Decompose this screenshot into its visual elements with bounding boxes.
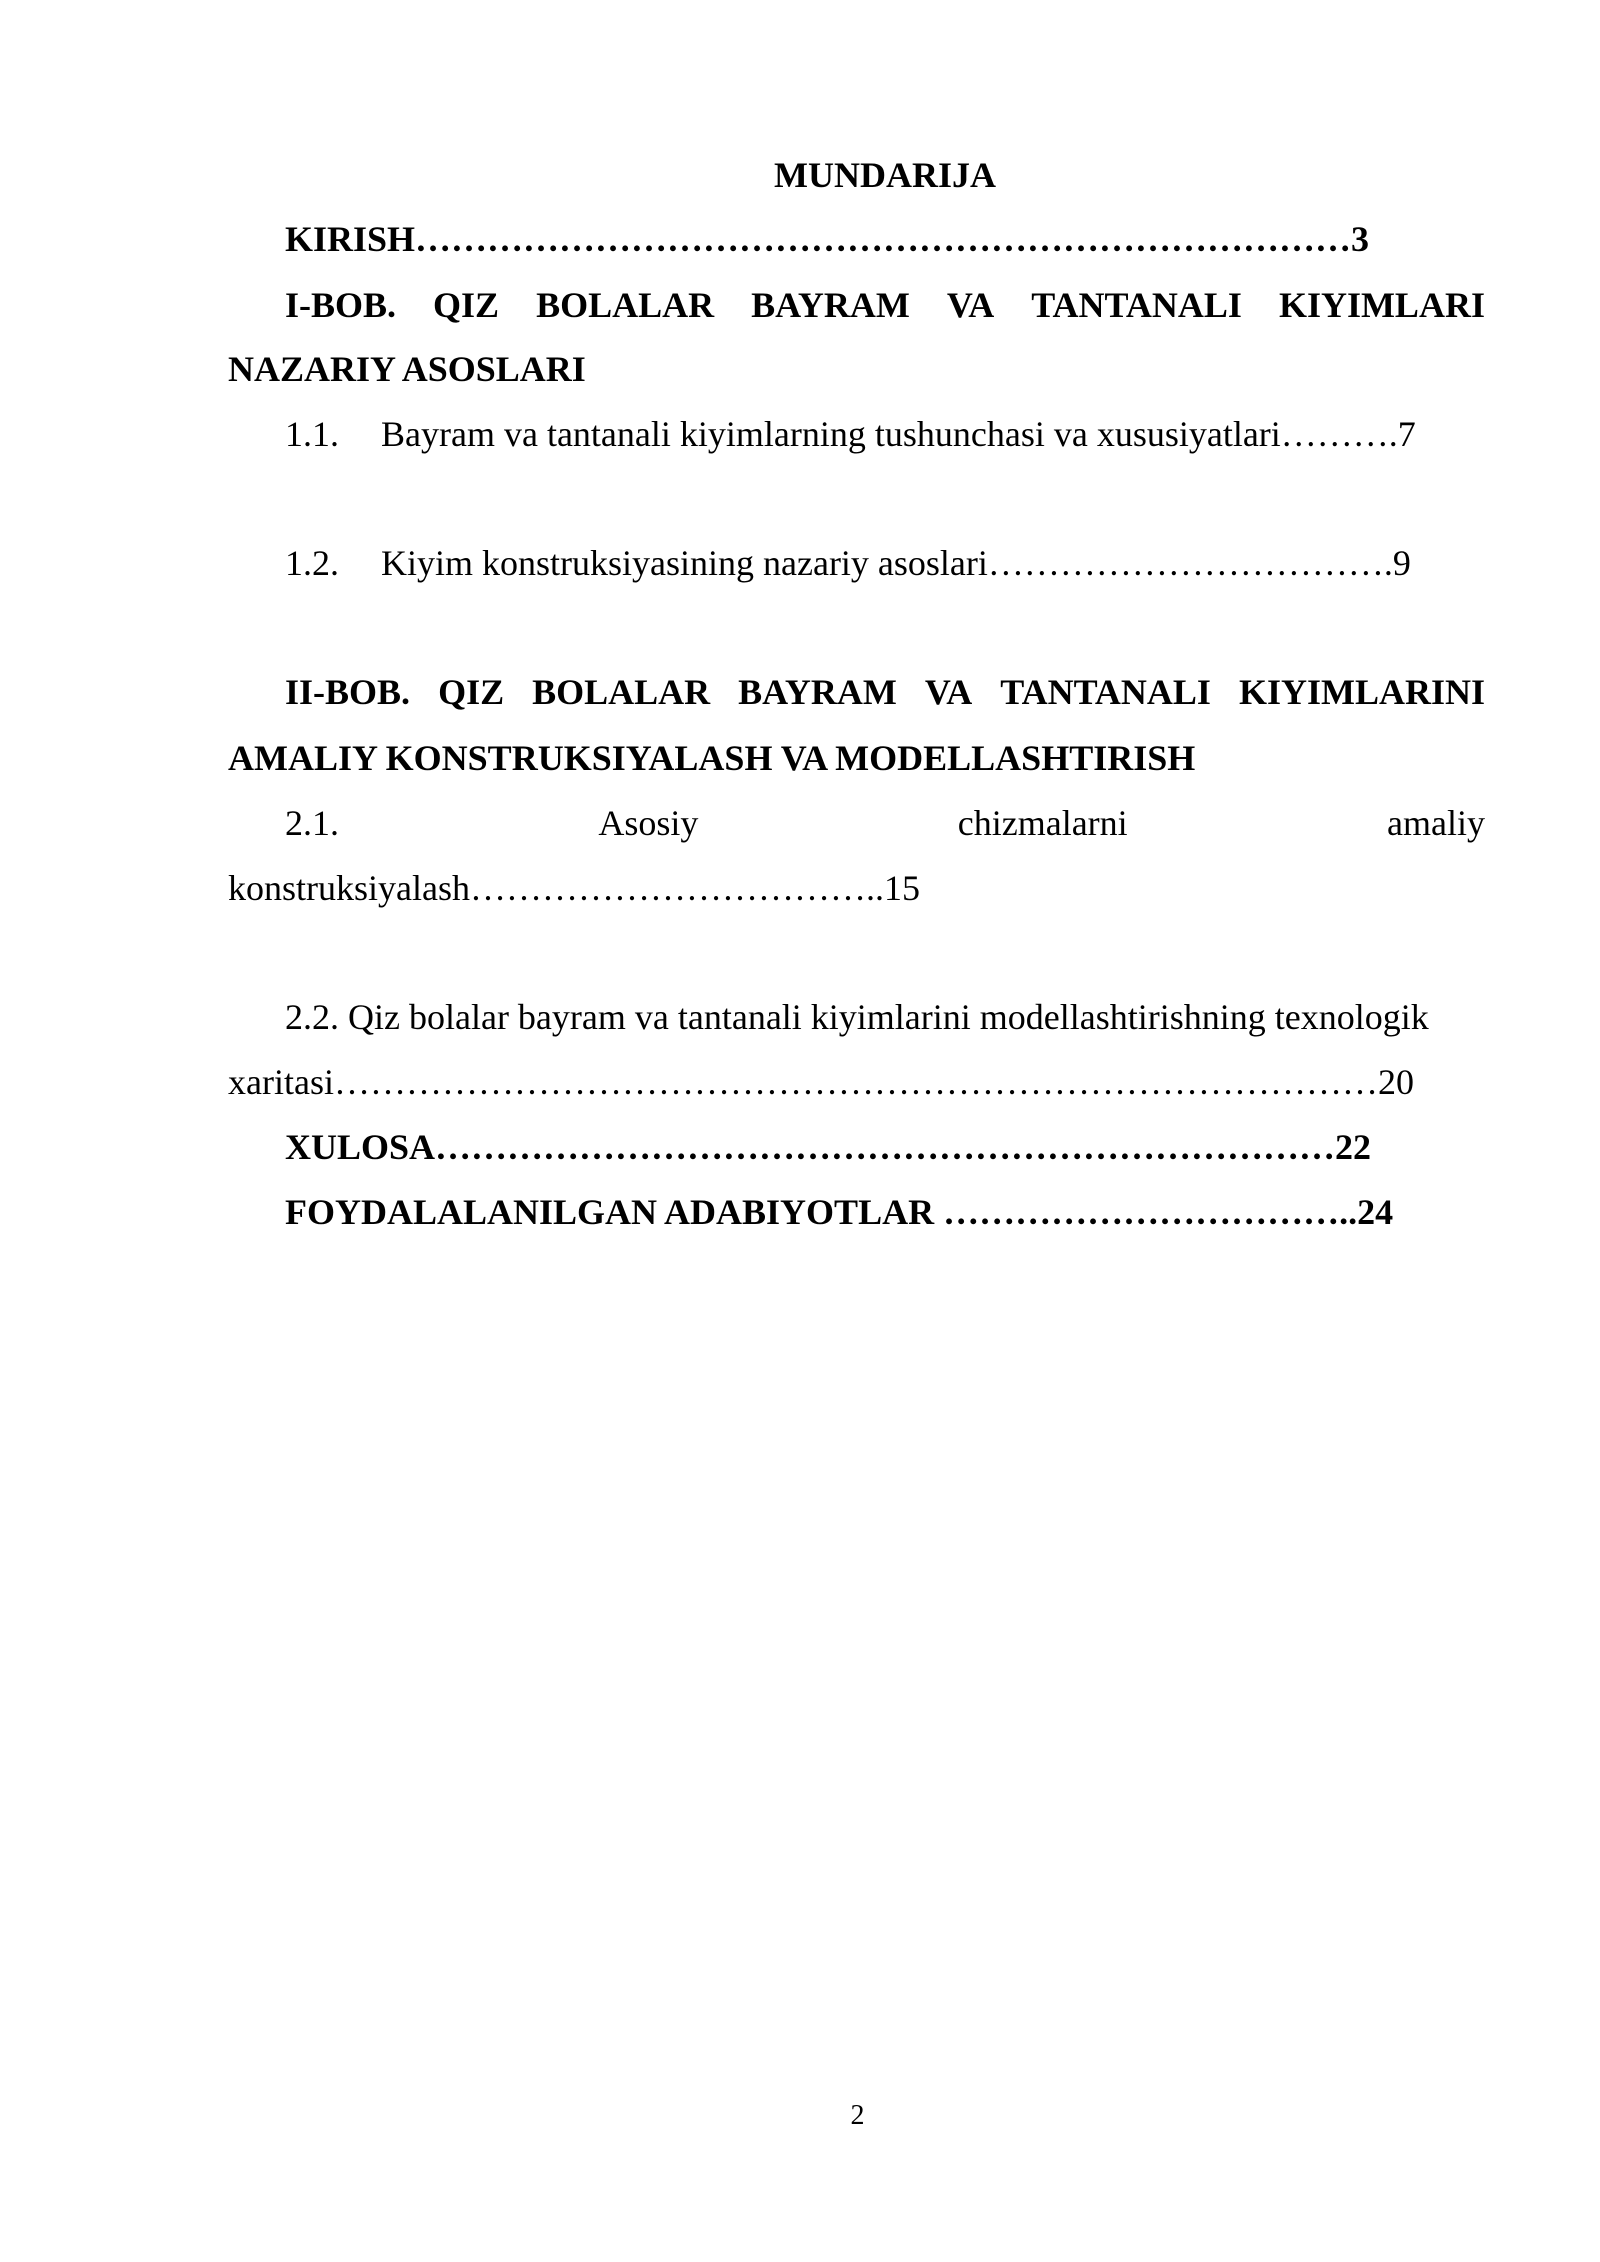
toc-entry-1-1 — [285, 412, 1416, 456]
page-number: 2 — [850, 2100, 865, 2131]
heading-word: QIZ — [438, 672, 505, 712]
toc-title: MUNDARIJA — [774, 155, 996, 195]
heading-word: BAYRAM — [751, 285, 910, 325]
entry-number: 1.1. — [285, 414, 339, 454]
heading-word: TANTANALI — [1031, 285, 1242, 325]
entry-word: chizmalarni — [957, 803, 1128, 843]
toc-entry-2-1 — [285, 801, 1485, 845]
toc-entry-references: FOYDALALANILGAN ADABIYOTLAR ……………………………..24 — [285, 1192, 1394, 1232]
heading-word: VA — [946, 285, 995, 325]
heading-word: KIYIMLARI — [1278, 285, 1485, 325]
toc-entry-1-2 — [285, 541, 1411, 585]
toc-chapter-1-heading-cont: NAZARIY ASOSLARI — [228, 349, 586, 389]
heading-word: TANTANALI — [1000, 672, 1211, 712]
toc-entry-xulosa: XULOSA…………………………………………………………………22 — [285, 1127, 1372, 1167]
toc-chapter-1-heading — [285, 283, 1485, 327]
toc-entry-2-1-cont: konstruksiyalash……………………………..15 — [228, 868, 920, 908]
entry-text: Bayram va tantanali kiyimlarning tushunchasi va xususiyatlari……….7 — [381, 414, 1416, 454]
heading-word: BAYRAM — [738, 672, 897, 712]
heading-word: BOLALAR — [532, 672, 711, 712]
heading-word: VA — [924, 672, 973, 712]
toc-chapter-2-heading — [285, 670, 1485, 714]
heading-word: QIZ — [433, 285, 500, 325]
entry-number: 1.2. — [285, 543, 339, 583]
toc-chapter-2-heading-cont: AMALIY KONSTRUKSIYALASH VA MODELLASHTIRISH — [228, 738, 1196, 778]
entry-word: amaliy — [1387, 803, 1485, 843]
entry-word: 2.1. — [285, 803, 339, 843]
toc-entry-2-2-cont: xaritasi……………………………………………………………………………20 — [228, 1062, 1414, 1102]
entry-word: Asosiy — [598, 803, 699, 843]
heading-word: II-BOB. — [285, 672, 411, 712]
heading-word: KIYIMLARINI — [1238, 672, 1485, 712]
heading-word: I-BOB. — [285, 285, 397, 325]
entry-text: Kiyim konstruksiyasining nazariy asoslari…………………………….9 — [381, 543, 1411, 583]
heading-word: BOLALAR — [536, 285, 715, 325]
toc-entry-kirish: KIRISH……………………………………………………………………3 — [285, 219, 1370, 259]
toc-entry-2-2: 2.2. Qiz bolalar bayram va tantanali kiyimlarini modellashtirishning texnologik — [285, 997, 1429, 1037]
